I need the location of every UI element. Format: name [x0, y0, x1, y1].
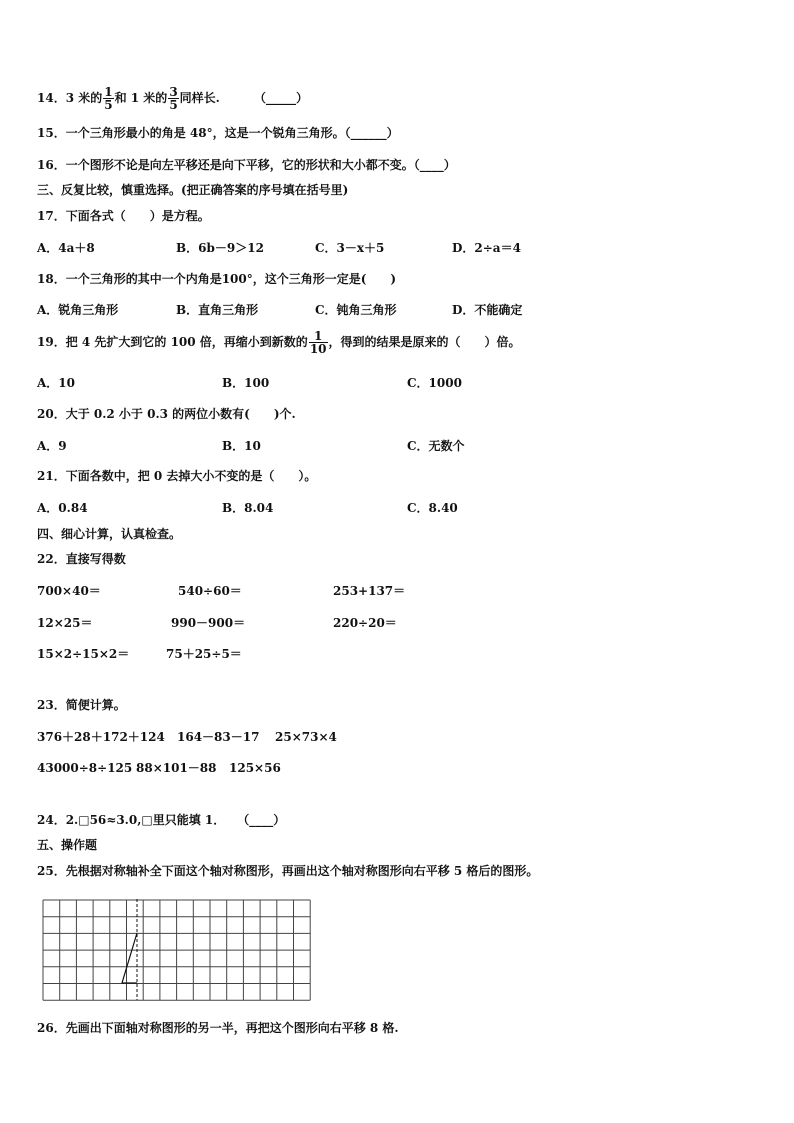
question-21-stem: 21．下面各数中，把 0 去掉大小不变的是（ ）。 — [37, 469, 317, 483]
question-25: 25．先根据对称轴补全下面这个轴对称图形，再画出这个轴对称图形向右平移 5 格后的图形。 — [37, 864, 539, 878]
q14-text-mid: 和 1 米的 — [114, 91, 168, 105]
calc-item: 75＋25÷5＝ — [166, 647, 242, 661]
calc-item: 88×101－88 — [136, 761, 217, 775]
q21-option-b[interactable]: B．8.04 — [222, 501, 274, 515]
symmetry-grid-figure[interactable] — [42, 899, 312, 1001]
section-4-heading: 四、细心计算，认真检查。 — [37, 527, 182, 541]
question-18-stem: 18．一个三角形的其中一个内角是100°，这个三角形一定是( ) — [37, 272, 397, 286]
question-24: 24．2.□56≈3.0,□里只能填 1． （____） — [37, 813, 286, 827]
calc-item: 540÷60＝ — [178, 584, 242, 598]
q14-text-post: 同样长. — [179, 91, 220, 105]
q17-option-b[interactable]: B．6b－9＞12 — [176, 241, 264, 255]
question-14 — [37, 86, 308, 111]
calc-item: 376＋28＋172＋124 — [37, 730, 165, 744]
q19-option-b[interactable]: B．100 — [222, 376, 270, 390]
calc-item: 15×2÷15×2＝ — [37, 647, 130, 661]
q21-option-a[interactable]: A．0.84 — [37, 501, 88, 515]
half-figure-shape — [122, 933, 137, 983]
question-15: 15．一个三角形最小的角是 48°，这是一个锐角三角形。（______） — [37, 126, 399, 140]
calc-item: 990－900＝ — [171, 616, 246, 630]
section-3-heading: 三、反复比较，慎重选择。(把正确答案的序号填在括号里) — [37, 183, 349, 197]
q19-option-a[interactable]: A．10 — [37, 376, 76, 390]
fraction-one-tenth: $\frac{1}{10}$ — [309, 329, 327, 356]
q20-option-a[interactable]: A．9 — [37, 439, 67, 453]
q17-option-c[interactable]: C．3－x＋5 — [315, 241, 385, 255]
q21-option-c[interactable]: C．8.40 — [407, 501, 458, 515]
question-16: 16．一个图形不论是向左平移还是向下平移，它的形状和大小都不变。（____） — [37, 158, 456, 172]
q19-text-pre: 19．把 4 先扩大到它的 100 倍，再缩小到新数的 — [37, 335, 308, 349]
q18-option-c[interactable]: C．钝角三角形 — [315, 303, 397, 317]
calc-item: 164－83－17 — [177, 730, 260, 744]
fraction-one-fifth: $\frac{1}{5}$ — [104, 85, 113, 112]
q18-option-a[interactable]: A．锐角三角形 — [37, 303, 119, 317]
calc-item: 43000÷8÷125 — [37, 761, 133, 775]
calc-item: 25×73×4 — [275, 730, 337, 744]
q20-option-b[interactable]: B．10 — [222, 439, 261, 453]
q20-option-c[interactable]: C．无数个 — [407, 439, 465, 453]
calc-item: 220÷20＝ — [333, 616, 397, 630]
question-26: 26．先画出下面轴对称图形的另一半，再把这个图形向右平移 8 格. — [37, 1021, 399, 1035]
question-19-stem — [37, 330, 521, 355]
fraction-three-fifths: $\frac{3}{5}$ — [169, 85, 178, 112]
question-17-stem: 17．下面各式（ ）是方程。 — [37, 209, 210, 223]
q19-text-post: ，得到的结果是原来的（ ）倍。 — [328, 335, 521, 349]
q17-option-d[interactable]: D．2÷a＝4 — [452, 241, 521, 255]
q18-option-d[interactable]: D．不能确定 — [452, 303, 523, 317]
section-5-heading: 五、操作题 — [37, 838, 98, 852]
calc-item: 700×40＝ — [37, 584, 101, 598]
question-22-title: 22．直接写得数 — [37, 552, 126, 566]
q19-option-c[interactable]: C．1000 — [407, 376, 462, 390]
question-20-stem: 20．大于 0.2 小于 0.3 的两位小数有( )个. — [37, 407, 296, 421]
q17-option-a[interactable]: A．4a＋8 — [37, 241, 95, 255]
q18-option-b[interactable]: B．直角三角形 — [176, 303, 259, 317]
calc-item: 12×25＝ — [37, 616, 93, 630]
calc-item: 125×56 — [229, 761, 281, 775]
q14-answer-blank[interactable]: （_____） — [254, 91, 309, 105]
calc-item: 253+137＝ — [333, 584, 406, 598]
question-23-title: 23．简便计算。 — [37, 698, 126, 712]
q14-text-pre: 14．3 米的 — [37, 91, 103, 105]
